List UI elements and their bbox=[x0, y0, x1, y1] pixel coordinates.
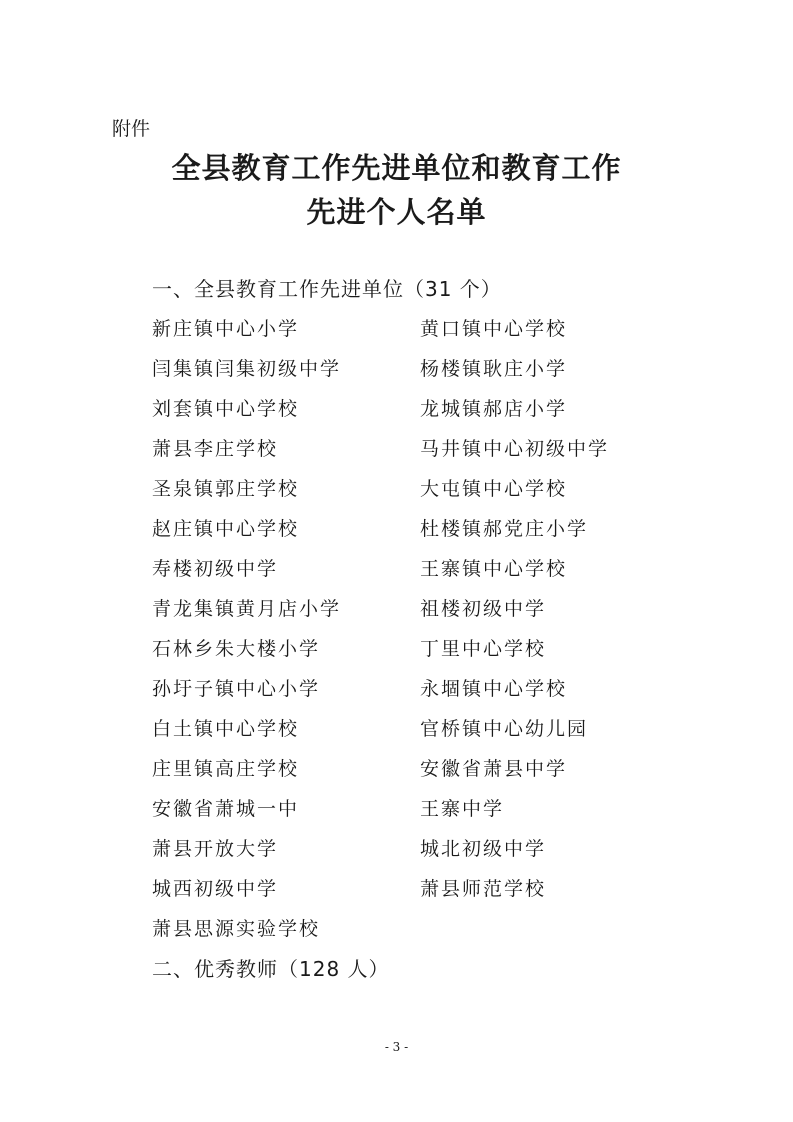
document-title-line-2: 先进个人名单 bbox=[306, 195, 487, 229]
unit-name: 杨楼镇耿庄小学 bbox=[420, 358, 568, 380]
page-number: - 3 - bbox=[384, 1040, 409, 1054]
section-heading-excellent-teachers: 二、优秀教师（128 人） bbox=[152, 957, 390, 981]
section-heading-advanced-units: 一、全县教育工作先进单位（31 个） bbox=[152, 277, 502, 301]
unit-name: 闫集镇闫集初级中学 bbox=[152, 358, 342, 380]
unit-name: 刘套镇中心学校 bbox=[152, 398, 300, 420]
unit-name: 祖楼初级中学 bbox=[420, 598, 547, 620]
unit-name: 石林乡朱大楼小学 bbox=[152, 638, 321, 660]
unit-name: 圣泉镇郭庄学校 bbox=[152, 478, 300, 500]
unit-name: 王寨中学 bbox=[420, 798, 505, 820]
unit-name: 赵庄镇中心学校 bbox=[152, 518, 300, 540]
unit-name: 安徽省萧县中学 bbox=[420, 758, 568, 780]
unit-name: 萧县开放大学 bbox=[152, 838, 279, 860]
unit-name: 寿楼初级中学 bbox=[152, 558, 279, 580]
unit-name: 大屯镇中心学校 bbox=[420, 478, 568, 500]
document-title-line-1: 全县教育工作先进单位和教育工作 bbox=[171, 151, 622, 185]
advanced-units-list bbox=[152, 316, 652, 956]
unit-name: 丁里中心学校 bbox=[420, 638, 547, 660]
unit-name: 白土镇中心学校 bbox=[152, 718, 300, 740]
unit-name: 龙城镇郝店小学 bbox=[420, 398, 568, 420]
unit-name: 萧县思源实验学校 bbox=[152, 918, 321, 940]
unit-name: 城西初级中学 bbox=[152, 878, 279, 900]
unit-name: 庄里镇高庄学校 bbox=[152, 758, 300, 780]
unit-name: 萧县师范学校 bbox=[420, 878, 547, 900]
unit-name: 孙圩子镇中心小学 bbox=[152, 678, 321, 700]
unit-name: 永堌镇中心学校 bbox=[420, 678, 568, 700]
unit-name: 安徽省萧城一中 bbox=[152, 798, 300, 820]
unit-name: 杜楼镇郝党庄小学 bbox=[420, 518, 589, 540]
unit-name: 王寨镇中心学校 bbox=[420, 558, 568, 580]
unit-name: 青龙集镇黄月店小学 bbox=[152, 598, 342, 620]
attachment-label: 附件 bbox=[112, 118, 151, 140]
unit-name: 城北初级中学 bbox=[420, 838, 547, 860]
unit-name: 马井镇中心初级中学 bbox=[420, 438, 610, 460]
unit-name: 官桥镇中心幼儿园 bbox=[420, 718, 589, 740]
unit-name: 新庄镇中心小学 bbox=[152, 318, 300, 340]
unit-name: 黄口镇中心学校 bbox=[420, 318, 568, 340]
unit-name: 萧县李庄学校 bbox=[152, 438, 279, 460]
